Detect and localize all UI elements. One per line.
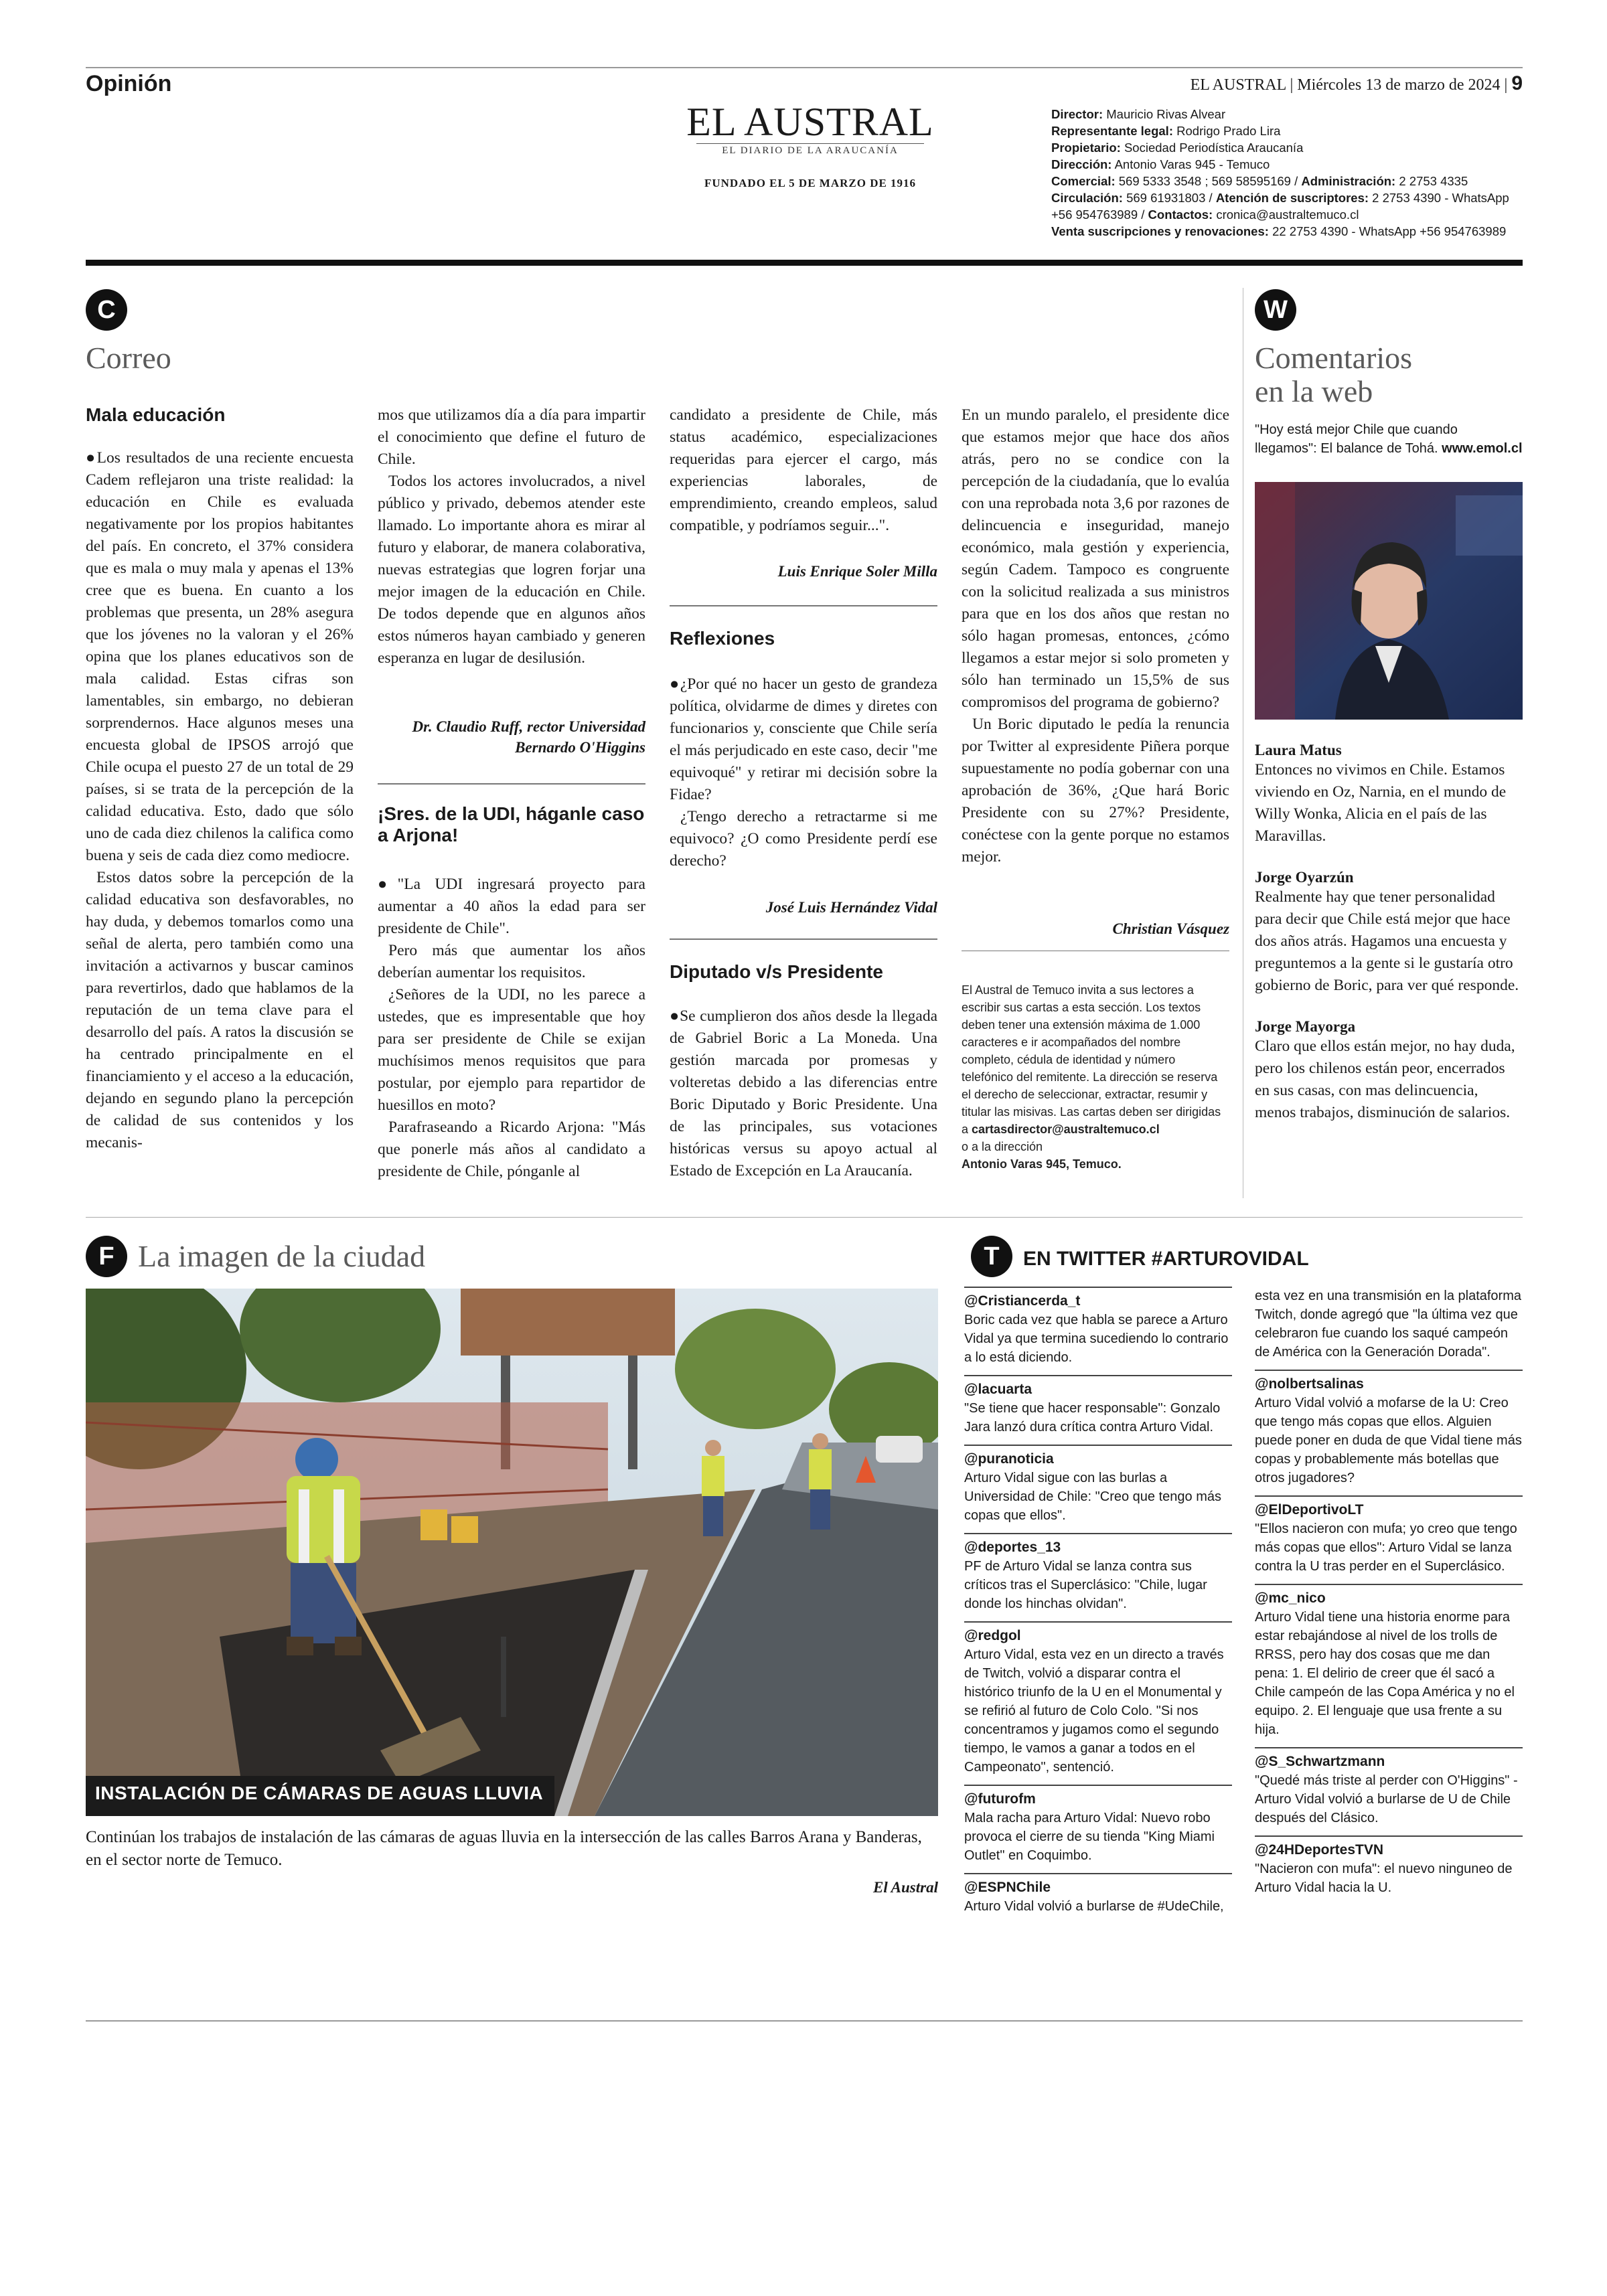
letter-paragraph: candidato a presidente de Chile, más status académico, especializaciones requeridas para ejercer el cargo, más experiencias laborales, de emprendimiento, creando empleos, salud compatible, y podríamos seguir...". <box>670 406 937 534</box>
tweet-text: esta vez en una transmisión en la plataforma Twitch, donde agregó que "la última vez que celebraron fue cuando los saqué campeón de América con la Generación Dorada". <box>1255 1289 1521 1360</box>
notice-text: El Austral de Temuco invita a sus lectores a escribir sus cartas a esta sección. Los textos deben tener una extensión máxima de 1.000 caracteres e ir acompañados del nombre completo, cédula de identidad y número telefónico del remitente. La dirección se reserva el derecho de seleccionar, extractar, resumir y titular las misivas. Las cartas deben ser dirigidas a <box>962 983 1221 1136</box>
tweet-text: Mala racha para Arturo Vidal: Nuevo robo provoca el cierre de su tienda "King Miami Outlet" en Coquimbo. <box>964 1811 1215 1863</box>
letter-body <box>378 874 645 1183</box>
founded-line: FUNDADO EL 5 DE MARZO DE 1916 <box>704 177 917 189</box>
letter-signature: José Luis Hernández Vidal <box>765 899 937 916</box>
tweet-handle[interactable]: @lacuarta <box>964 1375 1232 1399</box>
tweet-text: "Nacieron con mufa": el nuevo ninguneo de Arturo Vidal hacia la U. <box>1255 1862 1513 1895</box>
comentarios-title: Comentarios en la web <box>1255 341 1413 408</box>
tweet-text: Arturo Vidal volvió a burlarse de #UdeChile, <box>964 1899 1224 1914</box>
divider <box>378 783 645 785</box>
tweet-handle[interactable]: @mc_nico <box>1255 1584 1523 1608</box>
divider <box>670 605 937 606</box>
tweet-text: PF de Arturo Vidal se lanza contra sus críticos tras el Superclásico: "Chile, lugar donde los hinchas olvidan". <box>964 1559 1207 1611</box>
letter-paragraph: Parafraseando a Ricardo Arjona: "Más que ponerle más años al candidato a presidente de Chile, pónganle al <box>378 1119 645 1180</box>
comment-text: Realmente hay que tener personalidad para decir que Chile está mejor que hace dos años atrás. Hagamos una encuesta y preguntemos a la gente si le gustaría otro gobierno de Boric, para ver qué responde. <box>1255 888 1519 994</box>
letter-signature: Luis Enrique Soler Milla <box>777 563 937 580</box>
letter-paragraph: ¿Señores de la UDI, no les parece a ustedes, que es impresentable que hoy para ser presidente de Chile se exijan muchísimos menos requisitos que para postular, por ejemplo para repartidor de huesillos en moto? <box>378 986 645 1114</box>
letter-paragraph: Pero más que aumentar los años deberían aumentar los requisitos. <box>378 942 645 981</box>
notice-email[interactable]: cartasdirector@australtemuco.cl <box>972 1123 1160 1136</box>
photo-credit: El Austral <box>873 1879 938 1896</box>
issue-date: Miércoles 13 de marzo de 2024 <box>1297 76 1501 94</box>
tweet-text: Boric cada vez que habla se parece a Arturo Vidal ya que termina sucediendo lo contrario a lo está diciendo. <box>964 1313 1229 1365</box>
letter-paragraph: mos que utilizamos día a día para impartir el conocimiento que define el futuro de Chile. <box>378 406 645 468</box>
page-dateline: EL AUSTRAL | Miércoles 13 de marzo de 2024 | 9 <box>1190 72 1523 94</box>
credit-line: Propietario: Sociedad Periodística Araucanía <box>1051 141 1304 155</box>
letter-paragraph: Un Boric diputado le pedía la renuncia por Twitter al expresidente Piñera porque supuestamente no podía gobernar con una aprobación de 36%, ¿Que hará Boric Presidente con su 27%? Presidente, conéctese con la gente porque no estamos mejor. <box>962 716 1229 866</box>
masthead-name: EL AUSTRAL <box>686 100 934 144</box>
tweet-handle[interactable]: @puranoticia <box>964 1445 1232 1469</box>
page-number: 9 <box>1511 72 1523 94</box>
tweet-text: Arturo Vidal sigue con las burlas a Universidad de Chile: "Creo que tengo más copas que ellos". <box>964 1471 1221 1523</box>
photo-title: INSTALACIÓN DE CÁMARAS DE AGUAS LLUVIA <box>95 1783 544 1803</box>
credit-line: Representante legal: Rodrigo Prado Lira <box>1051 124 1281 138</box>
tweet-text: "Quedé más triste al perder con O'Higgins" - Arturo Vidal volvió a burlarse de U de Chile después del Clásico. <box>1255 1773 1518 1825</box>
photo-caption: Continúan los trabajos de instalación de las cámaras de aguas lluvia en la intersección de las calles Barros Arana y Banderas, en el sector norte de Temuco. <box>86 1828 922 1869</box>
letter-paragraph: ●Los resultados de una reciente encuesta Cadem reflejaron una triste realidad: la educación en Chile es evaluada negativamente por los propios habitantes del país. En concreto, el 37% considera que es mala o muy mala y apenas el 13% cree que es buena. En cuanto a los problemas que presenta, un 28% asegura que los jóvenes no la valoran y el 26% opina que los planes educativos son de mala calidad. Estas cifras son lamentables, sin embargo, no debieran sorprendernos. Hace algunos meses una encuesta global de IPSOS arrojó que Chile ocupa el puesto 27 de un total de 29 países, si se trata de la percepción de la calidad educativa. Esto, dado que sólo uno de cada diez chilenos la califica como buena y seis de cada diez como mediocre. <box>86 449 354 864</box>
credit-line: Director: Mauricio Rivas Alvear <box>1051 107 1226 121</box>
comment-item <box>1255 1018 1523 1124</box>
divider <box>670 938 937 940</box>
letter-paragraph: En un mundo paralelo, el presidente dice que estamos mejor que hace dos años atrás, pero no se condice con la percepción de la ciudadanía, que lo evalúa con una reprobada nota 3,6 por razones de delincuencia e inseguridad, manejo económico, mala gestión y experiencia, según Cadem. Tampoco es congruente con la solicitud realizada a sus ministros para que en los dos años que restan no sólo hagan promesas, entonces, ¿cómo llegamos a estar mejor si solo prometen y sólo han terminado un 15,5% de sus compromisos del programa de gobierno? <box>962 406 1229 711</box>
comentarios-intro: "Hoy está mejor Chile que cuando llegamos": El balance de Tohá. www.emol.cl <box>1255 422 1523 456</box>
staff-credits <box>1051 106 1527 240</box>
bottom-rule <box>86 2020 1523 2022</box>
letter-paragraph: ●¿Por qué no hacer un gesto de grandeza política, olvidarme de dimes y diretes con funcionarios y, consciente que Chile sería el más perjudicado en este caso, decir "me equivoqué" y retirar mi decisión sobre la Fidae? <box>670 675 937 803</box>
comment-list <box>1255 742 1523 1124</box>
tweet-handle[interactable]: @deportes_13 <box>964 1533 1232 1557</box>
notice-or: o a la dirección <box>962 1140 1043 1153</box>
letter-signature: Dr. Claudio Ruff, rector Universidad Bernardo O'Higgins <box>412 718 645 756</box>
letter-headline: Diputado v/s Presidente <box>670 961 883 982</box>
tweet-text: Arturo Vidal volvió a mofarse de la U: Creo que tengo más copas que ellos. Alguien puede poner en duda de que Vidal tiene más copas y probablemente más botellas que otros jugadores? <box>1255 1396 1522 1485</box>
tweet-handle[interactable]: @futurofm <box>964 1785 1232 1809</box>
letter-body-cont <box>378 404 645 669</box>
masthead <box>670 100 951 190</box>
letter-body <box>670 1005 937 1182</box>
paper-name: EL AUSTRAL <box>1190 76 1286 94</box>
letter-paragraph: ¿Tengo derecho a retractarme si me equivoco? ¿O como Presidente perdí ese derecho? <box>670 808 937 870</box>
credit-line: Venta suscripciones y renovaciones: 22 2753 4390 - WhatsApp +56 954763989 <box>1051 224 1507 238</box>
section-divider <box>86 1217 1523 1218</box>
top-rule <box>86 67 1523 68</box>
correo-title: Correo <box>86 341 171 375</box>
comment-author: Jorge Mayorga <box>1255 1018 1356 1035</box>
twitter-badge: T <box>971 1236 1012 1277</box>
tweet-text: "Se tiene que hacer responsable": Gonzalo Jara lanzó dura crítica contra Arturo Vidal. <box>964 1401 1221 1434</box>
letter-body <box>86 447 354 1154</box>
comment-item <box>1255 742 1523 847</box>
letter-body-cont <box>962 404 1229 868</box>
tweet-handle[interactable]: @S_Schwartzmann <box>1255 1747 1523 1771</box>
comentarios-photo <box>1255 482 1523 720</box>
twitter-title: EN TWITTER #ARTUROVIDAL <box>1023 1248 1309 1270</box>
tweet-column <box>964 1287 1232 1924</box>
letter-headline: Reflexiones <box>670 628 775 649</box>
letter-paragraph: Todos los actores involucrados, a nivel público y privado, debemos atender este llamado. Lo importante ahora es mirar al futuro y elaborar, de manera colaborativa, nuevas estrategias que logren forjar una mejor imagen de la educación en Chile. De todos depende que en algunos años estos números hayan cambiado y generen esperanza en lugar de desilusión. <box>378 473 645 667</box>
letter-headline: ¡Sres. de la UDI, háganle caso a Arjona! <box>378 803 645 845</box>
tweet-text: Arturo Vidal tiene una historia enorme para estar rebajándose al nivel de los trolls de RRSS, pero hay dos cosas que me dan pena: 1. El delirio de creer que él sacó a Chile campeón de las Copa América y no el equipo. 2. El lenguaje que usa frente a su hija. <box>1255 1610 1515 1737</box>
letter-body-cont <box>670 404 937 537</box>
masthead-tagline: EL DIARIO DE LA ARAUCANÍA <box>696 143 924 157</box>
intro-site-link[interactable]: www.emol.cl <box>1442 441 1523 456</box>
city-photo <box>86 1289 938 1816</box>
comment-author: Jorge Oyarzún <box>1255 869 1354 886</box>
tweet-handle[interactable]: @ESPNChile <box>964 1873 1232 1897</box>
notice-address: Antonio Varas 945, Temuco. <box>962 1157 1122 1171</box>
correo-badge: C <box>86 289 127 331</box>
credit-line: Circulación: 569 61931803 / Atención de suscriptores: 2 2753 4390 - WhatsApp +56 954763989 / Contactos: cronica@australtemuco.cl <box>1051 191 1509 222</box>
imagen-title: La imagen de la ciudad <box>138 1239 426 1273</box>
letter-headline: Mala educación <box>86 404 226 425</box>
credit-line: Dirección: Antonio Varas 945 - Temuco <box>1051 157 1270 171</box>
letter-body <box>670 673 937 872</box>
tweet-handle[interactable]: @nolbertsalinas <box>1255 1370 1523 1394</box>
header-rule <box>86 260 1523 266</box>
letter-signature: Christian Vásquez <box>1112 920 1229 937</box>
tweet-handle[interactable]: @redgol <box>964 1621 1232 1645</box>
comment-text: Claro que ellos están mejor, no hay duda, pero los chilenos están peor, encerrados en sus casas, con mas delincuencia, menos trabajos, disminución de salarios. <box>1255 1038 1515 1121</box>
tweet-handle[interactable]: @24HDeportesTVN <box>1255 1835 1523 1860</box>
tweet-column <box>1255 1287 1523 1905</box>
comment-author: Laura Matus <box>1255 742 1342 758</box>
credit-line: Comercial: 569 5333 3548 ; 569 58595169 / Administración: 2 2753 4335 <box>1051 174 1468 188</box>
tweet-text: "Ellos nacieron con mufa; yo creo que tengo más copas que ellos": Arturo Vidal se lanza contra la U tras perder en el Superclásico. <box>1255 1522 1517 1574</box>
tweet-text: Arturo Vidal, esta vez en un directo a través de Twitch, volvió a disparar contra el histórico triunfo de la U en el Monumental y se refirió al futuro de Colo Colo. "Si nos concentramos y jugamos como el segundo tiempo, le vamos a ganar a todos en el Campeonato", sentenció. <box>964 1647 1224 1775</box>
section-label: Opinión <box>86 71 172 96</box>
tweet-handle[interactable]: @Cristiancerda_t <box>964 1287 1232 1311</box>
letter-paragraph: ●"La UDI ingresará proyecto para aumentar a 40 años la edad para ser presidente de Chile". <box>378 876 645 937</box>
letter-paragraph: ●Se cumplieron dos años desde la llegada de Gabriel Boric a La Moneda. Una gestión marcada por promesas y volteretas debido a las diferencias entre Boric Diputado y Boric Presidente. Una de las principales, sus votaciones históricas versus su apoyo actual al Estado de Excepción en La Araucanía. <box>670 1007 938 1179</box>
letter-paragraph: Estos datos sobre la percepción de la calidad educativa son desfavorables, no hay duda, y debemos tomarlos como una señal de alerta, pero también como una invitación a activarnos y buscar caminos para revertirlos, dado que hablamos de la reputación de un tema clave para el desarrollo del país. A ratos la discusión se ha centrado principalmente en el financiamiento y el acceso a la educación, dejando en segundo plano la percepción de calidad de sus contenidos y los mecanis- <box>86 869 354 1151</box>
comment-item <box>1255 869 1523 997</box>
comment-text: Entonces no vivimos en Chile. Estamos viviendo en Oz, Narnia, en el mundo de Willy Wonka, Alicia en el país de las Maravillas. <box>1255 761 1507 845</box>
imagen-badge: F <box>86 1236 127 1277</box>
tweet-handle[interactable]: @ElDeportivoLT <box>1255 1495 1523 1520</box>
letters-notice <box>962 981 1229 1173</box>
comentarios-badge: W <box>1255 289 1296 331</box>
